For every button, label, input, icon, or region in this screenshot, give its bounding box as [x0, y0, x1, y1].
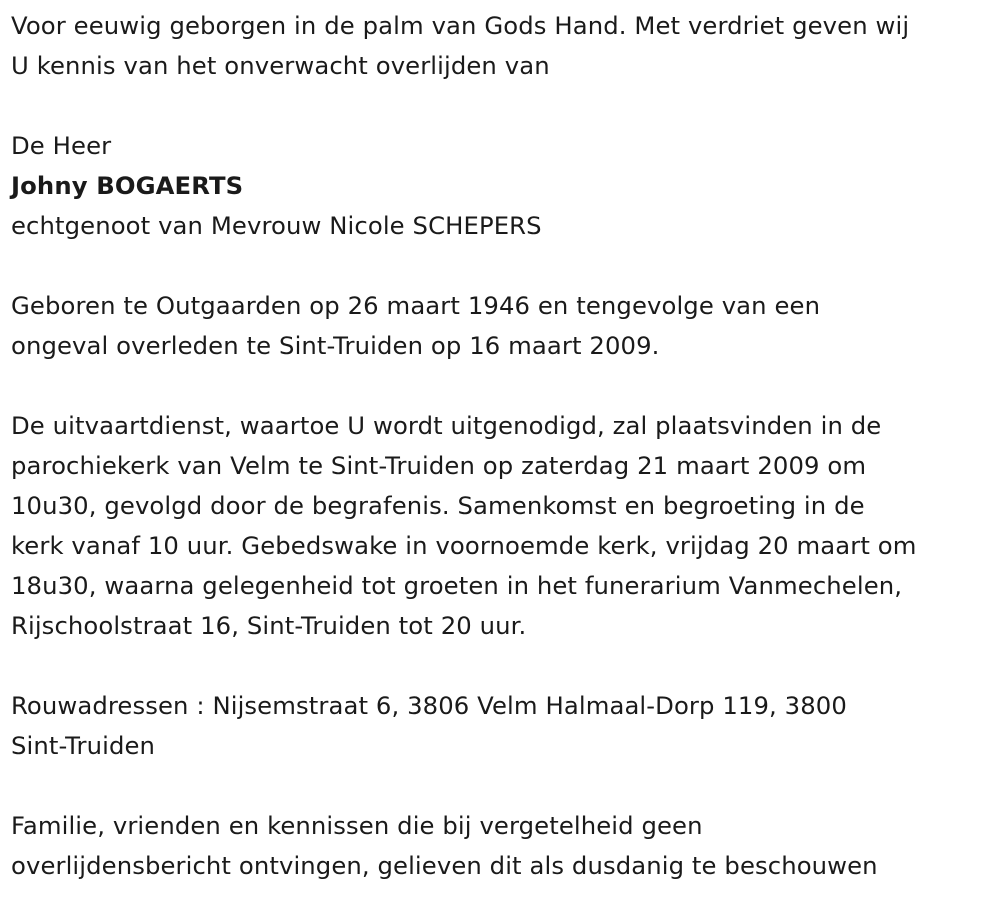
honorific-title: De Heer [11, 131, 112, 160]
service-text-line-2: parochiekerk van Velm te Sint-Truiden op zaterdag 21 maart 2009 om [11, 451, 867, 480]
closing-text-line-1: Familie, vrienden en kennissen die bij vergetelheid geen [11, 811, 703, 840]
death-notice [11, 6, 996, 886]
birth-text-line-2: ongeval overleden te Sint-Truiden op 16 maart 2009. [11, 331, 660, 360]
service-text-line-6: Rijschoolstraat 16, Sint-Truiden tot 20 uur. [11, 611, 527, 640]
birth-text-line-1: Geboren te Outgaarden op 26 maart 1946 en tengevolge van een [11, 291, 821, 320]
paragraph-spacer [11, 246, 996, 286]
service-text-line-5: 18u30, waarna gelegenheid tot groeten in het funerarium Vanmechelen, [11, 571, 903, 600]
paragraph-spacer [11, 366, 996, 406]
address-text-line-1: Rouwadressen : Nijsemstraat 6, 3806 Velm Halmaal-Dorp 119, 3800 [11, 691, 847, 720]
deceased-name: Johny BOGAERTS [11, 171, 244, 200]
paragraph-spacer [11, 646, 996, 686]
closing-text-line-2: overlijdensbericht ontvingen, gelieven dit als dusdanig te beschouwen [11, 851, 878, 880]
service-text-line-4: kerk vanaf 10 uur. Gebedswake in voornoemde kerk, vrijdag 20 maart om [11, 531, 917, 560]
intro-text-line-1: Voor eeuwig geborgen in de palm van Gods Hand. Met verdriet geven wij [11, 11, 910, 40]
address-text-line-2: Sint-Truiden [11, 731, 156, 760]
service-text-line-3: 10u30, gevolgd door de begrafenis. Samenkomst en begroeting in de [11, 491, 865, 520]
service-text-line-1: De uitvaartdienst, waartoe U wordt uitgenodigd, zal plaatsvinden in de [11, 411, 882, 440]
intro-text-line-2: U kennis van het onverwacht overlijden van [11, 51, 550, 80]
spouse-line: echtgenoot van Mevrouw Nicole SCHEPERS [11, 211, 542, 240]
paragraph-spacer [11, 86, 996, 126]
paragraph-spacer [11, 766, 996, 806]
